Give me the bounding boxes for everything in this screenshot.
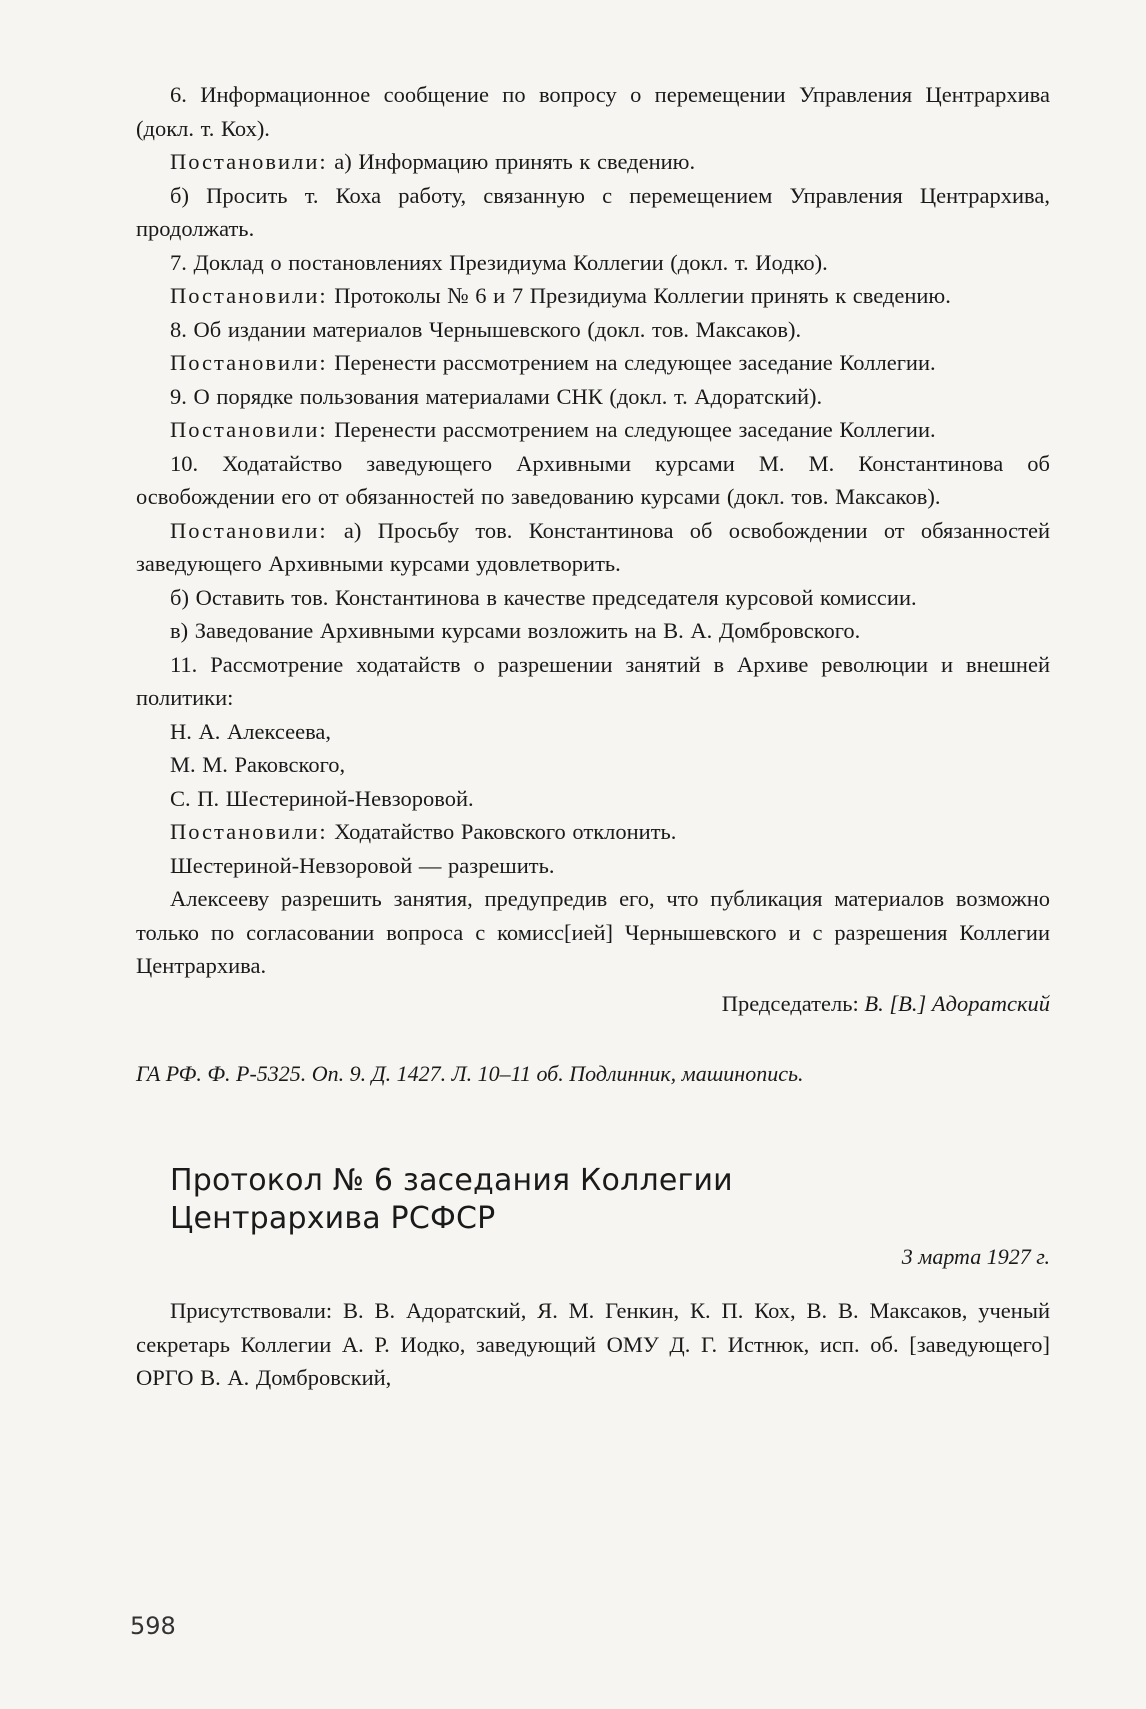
document-page (136, 78, 1050, 1395)
resolution-8: Постановили: Перенести рассмотрением на следующее заседание Коллегии. (170, 350, 936, 375)
section-title: Протокол № 6 заседания Коллегии Центрархива РСФСР (170, 1163, 733, 1236)
item-11: 11. Рассмотрение ходатайств о разрешении занятий в Архиве революции и внешней политики: (136, 651, 1050, 710)
resolution-label: Постановили: (170, 819, 328, 844)
resolution-11b: Шестериной-Невзоровой — разрешить. (170, 852, 555, 878)
item-9: 9. О порядке пользования материалами СНК (докл. т. Адоратский). (170, 383, 823, 409)
resolution-label: Постановили: (170, 350, 328, 375)
item-10: 10. Ходатайство заведующего Архивными курсами М. М. Константинова об освобождении его от обязанностей по заведованию курсами (докл. тов. Максаков). (136, 450, 1050, 509)
resolution-10b: б) Оставить тов. Константинова в качестве председателя курсовой комиссии. (170, 584, 917, 610)
meeting-date: 3 марта 1927 г. (901, 1244, 1050, 1269)
attendees: Присутствовали: В. В. Адоратский, Я. М. Генкин, К. П. Кох, В. В. Максаков, ученый секретарь Коллегии А. Р. Иодко, заведующий ОМУ Д. Г. Истнюк, исп. об. [заведующего] ОРГО В. А. Домбровский, (136, 1298, 1050, 1390)
signature: Председатель: В. [В.] Адоратский (721, 990, 1050, 1016)
archival-source: ГА РФ. Ф. Р-5325. Оп. 9. Д. 1427. Л. 10–11 об. Подлинник, машинопись. (136, 1061, 804, 1086)
resolution-7: Постановили: Протоколы № 6 и 7 Президиума Коллегии принять к сведению. (170, 283, 951, 308)
item-8: 8. Об издании материалов Чернышевского (докл. тов. Максаков). (170, 316, 802, 342)
item-6: 6. Информационное сообщение по вопросу о перемещении Управления Центрархива (докл. т. Кох). (136, 82, 1050, 141)
resolution-10c: в) Заведование Архивными курсами возложить на В. А. Домбровского. (170, 618, 861, 643)
applicant-list (136, 715, 1050, 816)
resolution-6a: Постановили: а) Информацию принять к сведению. (170, 149, 696, 174)
resolution-label: Постановили: (170, 517, 328, 543)
resolution-label: Постановили: (170, 417, 328, 442)
resolution-6b: б) Просить т. Коха работу, связанную с перемещением Управления Центрархива, продолжать. (136, 182, 1050, 241)
resolution-label: Постановили: (170, 283, 328, 308)
resolution-11c: Алексееву разрешить занятия, предупредив его, что публикация материалов возможно только по согласовании вопроса с комисс[ией] Чернышевского и с разрешения Коллегии Центрархива. (136, 886, 1050, 978)
resolution-label: Постановили: (170, 149, 328, 174)
resolution-11: Постановили: Ходатайство Раковского отклонить. (170, 819, 677, 844)
resolution-10a: Постановили: а) Просьбу тов. Константинова об освобождении от обязанностей заведующего Архивными курсами удовлетворить. (136, 517, 1050, 576)
resolution-9: Постановили: Перенести рассмотрением на следующее заседание Коллегии. (170, 417, 936, 442)
list-item: М. М. Раковского, (170, 752, 346, 777)
item-7: 7. Доклад о постановлениях Президиума Коллегии (докл. т. Иодко). (170, 249, 828, 275)
page-number: 598 (130, 1612, 176, 1640)
list-item: С. П. Шестериной-Невзоровой. (170, 785, 474, 811)
list-item: Н. А. Алексеева, (170, 718, 332, 744)
